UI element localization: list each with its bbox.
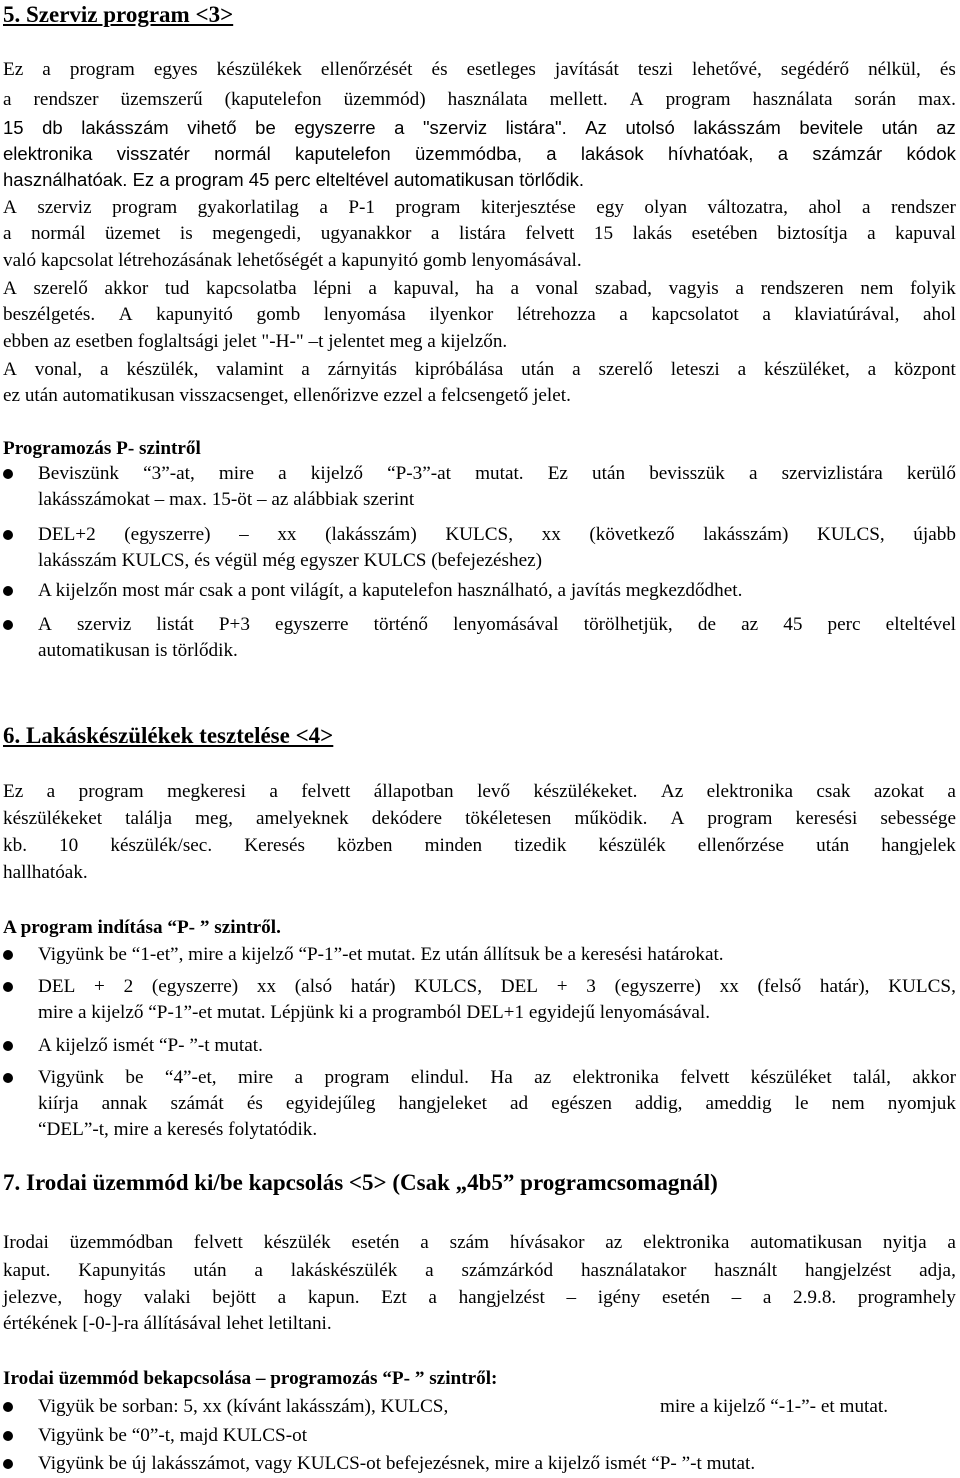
section-5-heading-text: 5. Szerviz program <3> [3,2,234,27]
section-7-heading-text: 7. Irodai üzemmód ki/be kapcsolás <5> (Csak „4b5” programcsomagnál) [3,1170,718,1195]
bullet-icon [3,1402,13,1412]
s5-bullet-1-line-1: Beviszünk “3”-at, mire a kijelző “P-3”-at mutat. Ez után bevisszük a szervizlistára kerülő [38,463,956,484]
s5-bullet-3-line-1: A kijelzőn most már csak a pont világít, a kaputelefon használható, a javítás megkezdődhet. [38,580,743,601]
s5-p3-line-2: beszélgetés. A kapunyitó gomb lenyomása ilyenkor létrehozza a kapcsolatot a klaviatúrával, ahol [3,304,956,325]
s7-p1-line-4: értékének [-0-]-ra állításával lehet letiltani. [3,1313,332,1334]
s6-bullet-3-line-1: A kijelző ismét “P- ”-t mutat. [38,1035,263,1056]
s5-p1-line-1: Ez a program egyes készülékek ellenőrzését és esetleges javítását teszi lehetővé, segédérő nélkül, és [3,59,956,80]
s7-bullet-1-left: Vigyük be sorban: 5, xx (kívánt lakásszám), KULCS, [38,1396,449,1417]
s7-bullet-1-right: mire a kijelző “-1-”- et mutat. [660,1396,889,1417]
s6-bullet-2-line-2: mire a kijelző “P-1”-et mutat. Lépjünk ki a programból DEL+1 egyidejű lenyomásával. [38,1002,711,1023]
s5-p1-line-5: használhatóak. Ez a program 45 perc elteltével automatikusan törlődik. [3,169,585,190]
s6-bullet-4-line-2: kiírja annak számát és egyidejűleg hangjeleket ad egészen addig, ameddig le nem nyomjuk [38,1093,956,1114]
s6-p1-line-1: Ez a program megkeresi a felvett állapotban levő készülékeket. Az elektronika csak azokat a [3,781,956,802]
s5-bullet-2-line-1: DEL+2 (egyszerre) – xx (lakásszám) KULCS, xx (következő lakásszám) KULCS, újabb [38,524,956,545]
s5-p4-line-1: A vonal, a készülék, valamint a zárnyitás kipróbálása után a szerelő leteszi a készüléket, a központ [3,359,956,380]
s5-bullet-4-line-1: A szerviz listát P+3 egyszerre történő lenyomásával törölhetjük, de az 45 perc elteltével [38,614,956,635]
s6-bullet-1-line-1: Vigyünk be “1-et”, mire a kijelző “P-1”-et mutat. Ez után állítsuk be a keresési határokat. [38,944,724,965]
bullet-icon [3,530,13,540]
s7-p1-line-3: jelezve, hogy valaki bejött a kapun. Ezt a hangjelzést – igény esetén – a 2.9.8. programhely [3,1287,956,1308]
s5-p3-line-1: A szerelő akkor tud kapcsolatba lépni a kapuval, ha a vonal szabad, vagyis a rendszeren nem folyik [3,278,956,299]
section-5-heading [3,0,956,30]
s6-p1-line-3: kb. 10 készülék/sec. Keresés közben minden tizedik készülék ellenőrzése után hangjelek [3,835,956,856]
s6-bullet-2-line-1: DEL + 2 (egyszerre) xx (alsó határ) KULCS, DEL + 3 (egyszerre) xx (felső határ), KULCS, [38,976,956,997]
s5-p1-line-4: elektronika visszatér normál kaputelefon üzemmódba, a lakások hívhatóak, a számzár kódok [3,143,956,164]
s6-p1-line-4: hallhatóak. [3,862,88,883]
s7-on-heading: Irodai üzemmód bekapcsolása – programozás “P- ” szintről: [3,1368,498,1389]
s6-p1-line-2: készülékeket találja meg, amelyeknek dekódere tökéletesen működik. A program keresési sebessége [3,808,956,829]
s5-p1-line-2: a rendszer üzemszerű (kaputelefon üzemmód) használata mellett. A program használata során max. [3,89,956,110]
bullet-icon [3,469,13,479]
s5-p2-line-2: a normál üzemet is megengedi, ugyanakkor a listára felvett 15 lakás esetében biztosítja a kapuval [3,223,956,244]
s5-bullet-2-line-2: lakásszám KULCS, és végül még egyszer KULCS (befejezéshez) [38,550,543,571]
s7-bullet-3-line-1: Vigyünk be új lakásszámot, vagy KULCS-ot befejezésnek, mire a kijelző ismét “P- ”-t mutat. [38,1453,756,1474]
s5-p2-line-1: A szerviz program gyakorlatilag a P-1 program kiterjesztése egy olyan változatra, ahol a rendszer [3,197,956,218]
bullet-icon [3,1459,13,1469]
s6-bullet-4-line-3: “DEL”-t, mire a keresés folytatódik. [38,1119,318,1140]
section-6-heading-text: 6. Lakáskészülékek tesztelése <4> [3,723,334,748]
s6-start-heading: A program indítása “P- ” szintről. [3,917,281,938]
bullet-icon [3,1041,13,1051]
bullet-icon [3,1431,13,1441]
s5-bullet-4-line-2: automatikusan is törlődik. [38,640,238,661]
bullet-icon [3,620,13,630]
bullet-icon [3,1073,13,1083]
s5-p2-line-3: való kapcsolat létrehozásának lehetőségét a kapunyitó gomb lenyomásával. [3,250,582,271]
s7-p1-line-1: Irodai üzemmódban felvett készülék esetén a szám hívásakor az elektronika automatikusan nyitja a [3,1232,956,1253]
bullet-icon [3,950,13,960]
section-7-heading [3,1168,956,1198]
s7-bullet-2-line-1: Vigyünk be “0”-t, majd KULCS-ot [38,1425,308,1446]
s7-p1-line-2: kaput. Kapunyitás után a lakáskészülék a számzárkód használatakor használt hangjelzést adja, [3,1260,956,1281]
s6-bullet-4-line-1: Vigyünk be “4”-et, mire a program elindul. Ha az elektronika felvett készüléket talál, akkor [38,1067,956,1088]
bullet-icon [3,982,13,992]
s5-prog-heading: Programozás P- szintről [3,438,201,459]
s5-p1-line-3: 15 db lakásszám vihető be egyszerre a "szerviz listára". Az utolsó lakásszám bevitele után az [3,117,956,138]
bullet-icon [3,586,13,596]
s5-p3-line-3: ebben az esetben foglaltsági jelet "-H-" –t jelentet meg a kijelzőn. [3,331,508,352]
s5-p4-line-2: ez után automatikusan visszacsenget, ellenőrizve ezzel a felcsengető jelet. [3,385,571,406]
section-6-heading [3,721,956,751]
s5-bullet-1-line-2: lakásszámokat – max. 15-öt – az alábbiak szerint [38,489,415,510]
